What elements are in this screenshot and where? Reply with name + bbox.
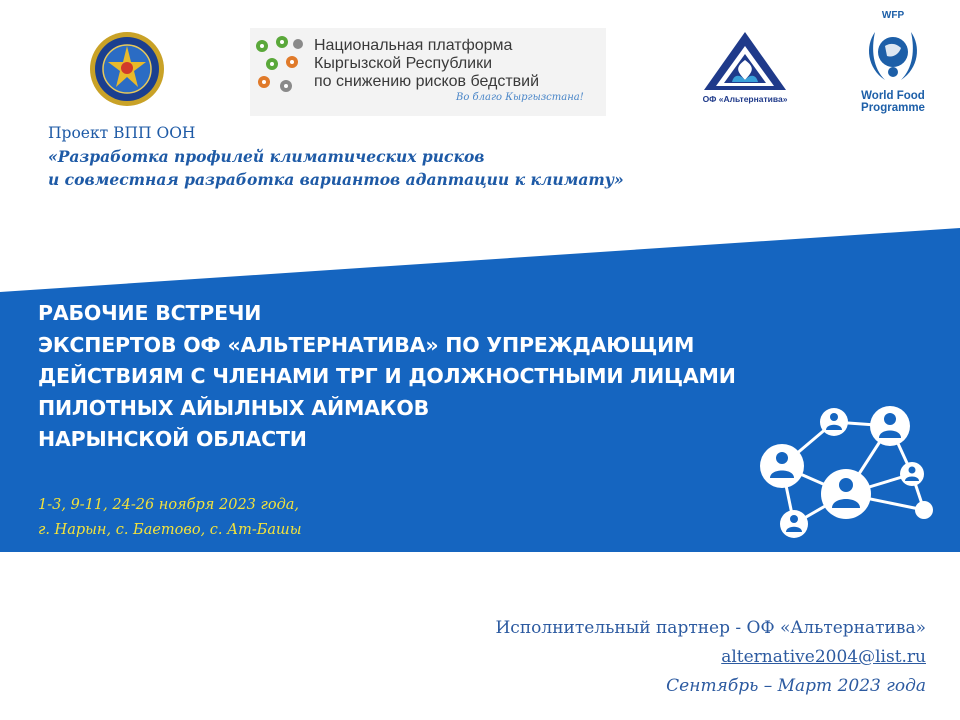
- national-platform-logo: [250, 28, 606, 116]
- wfp-wreath-icon: [863, 24, 923, 86]
- platform-name-line-3: по снижению рисков бедствий: [314, 73, 540, 90]
- people-network-icon: [748, 398, 938, 543]
- event-title: [38, 298, 736, 456]
- wfp-acronym: WFP: [881, 10, 905, 21]
- wfp-name-line-2: Programme: [861, 102, 925, 114]
- platform-slogan: Во благо Кыргызстана!: [456, 92, 584, 103]
- platform-name-line-1: Национальная платформа: [314, 37, 513, 54]
- event-dates: [38, 493, 302, 543]
- project-title-line-2: и совместная разработка вариантов адаптации к климату»: [48, 170, 624, 189]
- event-title-line-5: НАРЫНСКОЙ ОБЛАСТИ: [38, 427, 307, 451]
- partner-line: Исполнительный партнер - ОФ «Альтернатива»: [495, 618, 926, 638]
- wfp-name: [848, 90, 938, 114]
- alternativa-caption: ОФ «Альтернатива»: [702, 94, 788, 104]
- project-title-line-1: «Разработка профилей климатических рисков: [48, 147, 485, 166]
- event-title-line-3: ДЕЙСТВИЯМ С ЧЛЕНАМИ ТРГ И ДОЛЖНОСТНЫМИ ЛИЦАМИ: [38, 364, 736, 388]
- wfp-name-line-1: World Food: [861, 90, 925, 102]
- flower-cluster-icon: [252, 34, 308, 104]
- project-description: [48, 122, 624, 191]
- alternativa-triangle-icon: [700, 28, 790, 92]
- email-link[interactable]: alternative2004@list.ru: [721, 647, 926, 667]
- project-period: Сентябрь – Март 2023 года: [666, 676, 926, 696]
- event-title-line-2: ЭКСПЕРТОВ ОФ «АЛЬТЕРНАТИВА» ПО УПРЕЖДАЮЩИМ: [38, 332, 695, 357]
- event-title-line-4: ПИЛОТНЫХ АЙЫЛНЫХ АЙМАКОВ: [38, 395, 430, 420]
- platform-name-line-2: Кыргызской Республики: [314, 55, 493, 72]
- mchs-emblem-logo: [88, 30, 166, 108]
- project-label: Проект ВПП ООН: [48, 124, 196, 142]
- event-dates-line: 1-3, 9-11, 24-26 ноября 2023 года,: [38, 497, 300, 513]
- wfp-logo: [848, 10, 938, 120]
- footer-info: [495, 614, 926, 701]
- event-places-line: г. Нарын, с. Баетово, с. Ат-Башы: [38, 522, 302, 538]
- event-title-line-1: РАБОЧИЕ ВСТРЕЧИ: [38, 301, 262, 325]
- alternativa-logo: [700, 28, 790, 108]
